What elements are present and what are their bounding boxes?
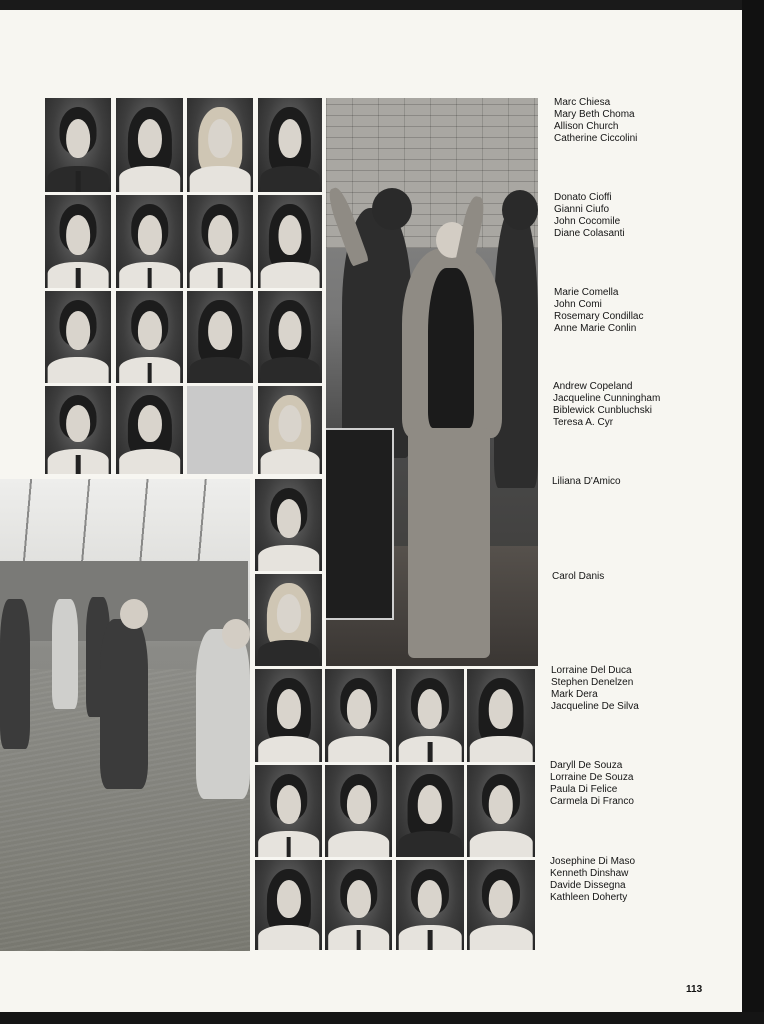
portrait-photo [255,479,322,571]
student-name: Carmela Di Franco [550,796,634,807]
student-name: Rosemary Condillac [554,311,644,322]
student-name: Teresa A. Cyr [553,417,614,428]
student-name: Lorraine Del Duca [551,665,632,676]
portrait-photo [116,291,183,383]
student-name: Josephine Di Maso [550,856,636,867]
portrait-photo [325,669,392,762]
student-name: Allison Church [554,121,619,132]
name-caption-group [550,856,635,904]
name-caption-group [554,287,643,335]
scan-bottom-edge [0,1012,764,1024]
name-caption-group [552,571,604,583]
student-name: Stephen Denelzen [551,677,634,688]
portrait-photo [258,386,322,474]
portrait-photo [187,195,253,288]
name-caption-group [551,665,639,713]
portrait-photo [255,860,322,950]
portrait-photo [187,98,253,192]
portrait-photo [258,195,322,288]
name-caption-group [554,192,625,240]
student-name: Kathleen Doherty [550,892,628,903]
portrait-photo [116,195,183,288]
student-name: Mary Beth Choma [554,109,635,120]
portrait-photo [325,765,392,857]
book-spine-shadow [742,0,764,1024]
portrait-photo [116,98,183,192]
student-name: Daryll De Souza [550,760,623,771]
portrait-photo [187,291,253,383]
portrait-photo [45,291,111,383]
student-name: Kenneth Dinshaw [550,868,629,879]
name-caption-group [554,97,637,145]
student-name: Andrew Copeland [553,381,633,392]
portrait-photo [45,195,111,288]
portrait-photo [258,291,322,383]
students-playing-football-photo [0,479,250,951]
student-name: Anne Marie Conlin [554,323,637,334]
student-name: Lorraine De Souza [550,772,634,783]
portrait-photo [258,98,322,192]
student-name: John Cocomile [554,216,621,227]
student-name: Diane Colasanti [554,228,625,239]
portrait-photo [467,765,535,857]
portrait-photo [116,386,183,474]
teacher-gesturing-photo [326,98,538,666]
student-name: John Comi [554,299,602,310]
portrait-photo [325,860,392,950]
portrait-photo [255,669,322,762]
page-number: 113 [686,984,703,995]
student-name: Davide Dissegna [550,880,626,891]
student-name: Donato Cioffi [554,192,612,203]
student-name: Marc Chiesa [554,97,611,108]
portrait-photo [255,574,322,666]
student-name: Mark Dera [551,689,598,700]
name-caption-group [552,476,621,488]
portrait-photo [396,860,464,950]
portrait-photo [467,860,535,950]
yearbook-page [0,10,742,1012]
student-name: Carol Danis [552,571,605,582]
student-name: Marie Comella [554,287,619,298]
portrait-photo [396,765,464,857]
student-name: Gianni Ciufo [554,204,610,215]
portrait-photo [255,765,322,857]
student-name: Paula Di Felice [550,784,618,795]
portrait-photo [467,669,535,762]
student-name: Catherine Ciccolini [554,133,638,144]
name-caption-group [550,760,634,808]
student-name: Jacqueline De Silva [551,701,639,712]
student-name: Jacqueline Cunningham [553,393,661,404]
student-name: Liliana D'Amico [552,476,621,487]
portrait-placeholder-blank [187,386,253,474]
student-name: Biblewick Cunbluchski [553,405,652,416]
name-caption-group [553,381,660,429]
portrait-photo [45,98,111,192]
portrait-photo [396,669,464,762]
portrait-photo [45,386,111,474]
